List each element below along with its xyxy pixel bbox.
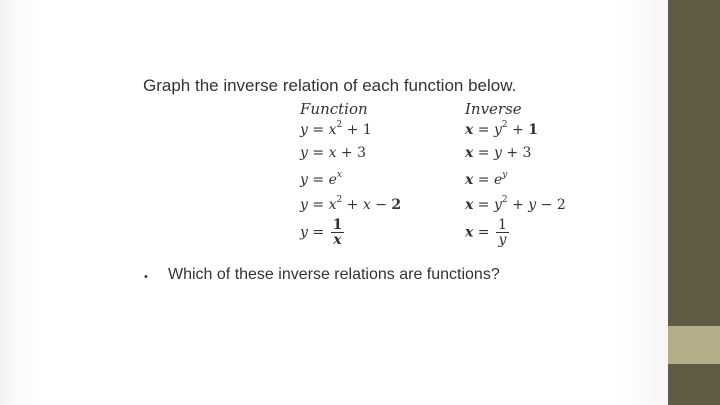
- inverse-row-4: $x = y^2 + y - 2$: [465, 195, 566, 213]
- function-row-4: $y = x^2 + x - 2$: [300, 195, 402, 213]
- inverse-row-3: $x = e^y$: [465, 170, 508, 188]
- question-text: Which of these inverse relations are functions?: [168, 266, 500, 283]
- function-row-1: $y = x^2 + 1$: [300, 120, 372, 138]
- function-column-header: Function: [300, 100, 368, 118]
- inverse-row-5: x = $\frac{1}{y}$: [465, 217, 507, 248]
- slide-heading: Graph the inverse relation of each function below.: [143, 76, 517, 95]
- function-row-3: $y = e^x$: [300, 170, 342, 188]
- function-row-2: y = x + 3: [300, 145, 367, 161]
- bullet-point-icon: •: [144, 271, 148, 283]
- function-row-5: y = $\frac{1}{x}$: [300, 217, 343, 248]
- inverse-column-header: Inverse: [465, 100, 522, 118]
- sidebar-accent-block: [668, 326, 720, 364]
- inverse-row-2: x = y + 3: [465, 145, 532, 161]
- inverse-row-1: $x = y^2 + 1$: [465, 120, 539, 138]
